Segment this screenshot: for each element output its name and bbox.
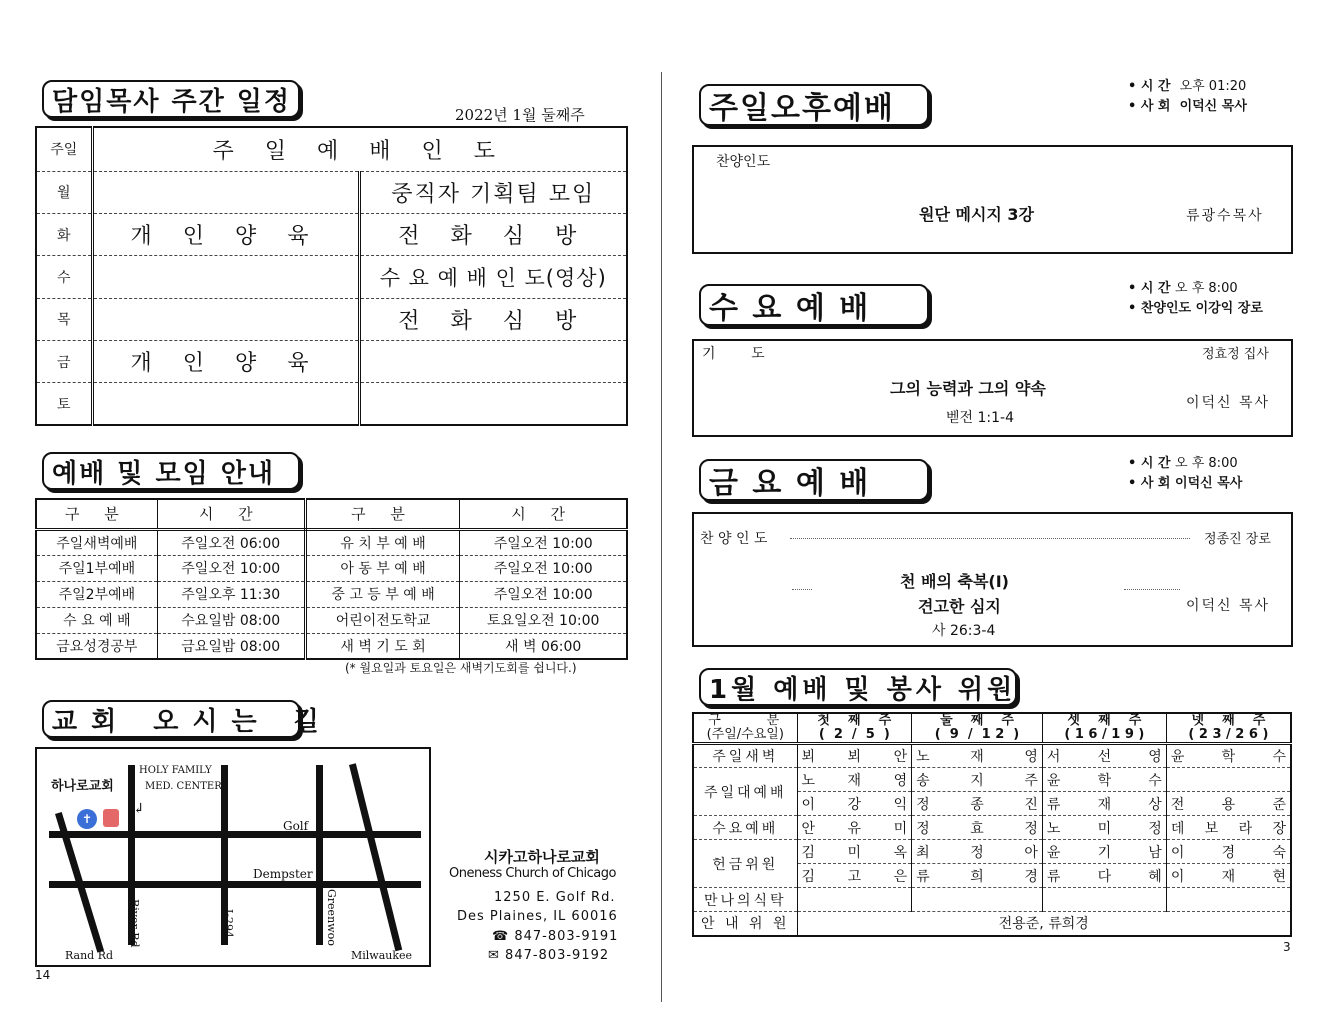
name-char: 뵈 [801,749,816,765]
name-char: 전 [1170,796,1185,813]
dotted-leader [1124,589,1180,590]
row-label: 헌금위원 [693,840,797,888]
column-header: 구 분 [36,499,157,529]
name-char: 유 [847,820,862,837]
lead-label: 찬양인도 [716,154,771,170]
table-cell: 주일오전 10:00 [460,581,627,607]
schedule-cell [359,383,627,425]
table-cell: 주일오전 10:00 [157,555,305,581]
dotted-leader [790,538,1190,539]
table-cell: 주일오후 11:30 [157,581,305,607]
host-value: 이덕신 목사 [1175,476,1243,491]
name-cell [912,816,1043,840]
column-header [693,713,797,744]
day-cell: 토 [36,383,92,425]
friday-box [692,512,1293,647]
schedule-cell: 전 화 심 방 [359,214,627,256]
golf-label: Golf [283,819,309,833]
name-char: 이 [801,796,816,813]
phone-icon: ☎ [492,929,510,944]
wednesday-title: 수 요 예 배 [699,284,929,326]
week-label: 2022년 1월 둘째주 [455,106,585,124]
name-char: 재 [847,772,862,789]
name-char: 정 [916,820,930,837]
table-cell: 주일2부예배 [36,581,157,607]
name-char: 최 [916,844,930,861]
name-char: 노 [1046,820,1061,837]
page-divider [661,72,662,1002]
name-char: 정 [916,796,930,813]
header-sublabel: (주일/수요일) [706,727,784,742]
lead-value: 이강익 장로 [1195,301,1263,316]
church-label: 하나로교회 [51,779,114,794]
table-cell: 중 고 등 부 예 배 [305,581,460,607]
name-char: 익 [893,796,908,813]
scripture: 벧전 1:1-4 [946,410,1014,426]
i294-label: I-294 [222,909,235,939]
column-header: 시 간 [460,499,627,529]
name-char: 보 [1204,820,1219,837]
table-cell: 유 치 부 예 배 [305,529,460,555]
name-char: 경 [1024,868,1038,885]
hospital-label-2: MED. CENTER [145,781,222,792]
name-char: 안 [893,749,908,765]
name-char: 수 [1272,749,1286,765]
header-label: 구 분 [708,713,783,728]
friday-title: 금 요 예 배 [699,459,929,501]
name-char: 아 [1024,844,1038,861]
name-cell [1042,816,1166,840]
preacher: 이덕신 목사 [1186,395,1271,411]
volunteers-table [692,712,1292,937]
name-char: 강 [847,796,862,813]
fax-line [488,948,609,963]
services-note: (* 월요일과 토요일은 새벽기도회를 쉽니다.) [345,661,577,675]
schedule-cell: 수 요 예 배 인 도(영상) [359,256,627,298]
schedule-cell [359,340,627,382]
schedule-cell: 개 인 양 육 [92,340,359,382]
time-label: 시 간 [1140,281,1171,296]
schedule-cell [92,171,359,213]
name-char: 수 [1148,772,1162,789]
name-char: 기 [1097,844,1112,861]
dempster-road [49,881,421,888]
name-char: 장 [1272,820,1286,837]
name-char: 경 [1221,844,1236,861]
name-cell [1166,792,1291,816]
name-cell [797,888,912,912]
name-char: 류 [916,868,930,885]
name-char: 서 [1046,749,1061,765]
services-title: 예배 및 모임 안내 [42,452,300,490]
name-char: 이 [1170,868,1185,885]
name-char: 김 [801,844,816,861]
address-line-2: Des Plaines, IL 60016 [457,909,618,924]
name-cell [1042,864,1166,888]
schedule-cell [92,383,359,425]
name-char: 주 [1024,772,1038,789]
day-cell: 주일 [36,127,92,171]
sermon-title: 원단 메시지 3강 [919,205,1035,224]
table-row [693,840,1291,864]
row-label: 수요예배 [693,816,797,840]
fax-number: 847-803-9192 [505,948,610,963]
name-cell [1042,888,1166,912]
host-label: 사 회 [1140,476,1171,491]
day-cell: 화 [36,214,92,256]
name-char: 미 [847,844,862,861]
table-cell: 주일새벽예배 [36,529,157,555]
name-char: 미 [893,820,908,837]
address-line-1: 1250 E. Golf Rd. [494,890,616,905]
table-row [693,888,1291,912]
week-header: 첫 째 주 ( 2 / 5 ) [797,713,912,744]
dotted-leader [792,589,812,590]
name-cell [1042,768,1166,792]
sermon-title-2: 견고한 심지 [918,597,1001,616]
fax-icon: ✉ [488,948,500,963]
name-cell [797,816,912,840]
week-header: 넷 째 주 ( 2 3 / 2 6 ) [1166,713,1291,744]
schedule-cell [92,298,359,340]
time-label: 시 간 [1140,456,1171,471]
milwaukee-road [349,763,402,951]
name-char: 종 [970,796,984,813]
name-cell [912,744,1043,768]
table-cell: 새 벽 기 도 회 [305,633,460,659]
day-cell: 수 [36,256,92,298]
name-char: 고 [847,868,862,885]
day-cell: 월 [36,171,92,213]
name-char: 윤 [1046,772,1061,789]
name-cell [912,792,1043,816]
name-char: 진 [1024,796,1038,813]
table-cell: 수 요 예 배 [36,607,157,633]
preacher: 이덕신 목사 [1186,598,1271,614]
name-cell [797,840,912,864]
time-value: 오 후 8:00 [1175,281,1238,296]
week-header: 둘 째 주 ( 9 / 1 2 ) [912,713,1043,744]
name-char: 영 [893,772,908,789]
greenwood-label: Greenwoo [325,889,338,946]
name-char: 영 [1148,749,1162,765]
schedule-cell: 중직자 기획팀 모임 [359,171,627,213]
wednesday-box [692,339,1293,437]
name-cell [1166,744,1291,768]
name-cell [1166,816,1291,840]
weekly-schedule-table [35,126,628,426]
directions-title: 교회 오시는 길 [42,700,300,738]
dempster-label: Dempster [253,867,313,881]
hospital-marker-icon [103,809,119,827]
name-char: 라 [1238,820,1253,837]
row-label: 주일대예배 [693,768,797,816]
time-label: 시 간 [1140,79,1171,94]
page-number-right: 3 [1283,940,1291,954]
sunday-pm-box [692,145,1293,254]
name-char: 정 [1148,820,1162,837]
time-value: 오 후 8:00 [1175,456,1238,471]
name-char: 노 [801,772,816,789]
schedule-cell: 개 인 양 육 [92,214,359,256]
host-label: 사 회 [1140,99,1171,114]
church-name-kr: 시카고하나로교회 [484,848,600,866]
friday-info: • 시 간 오 후 8:00 • 사 회 이덕신 목사 [1128,456,1243,491]
name-char: 노 [916,749,930,765]
week-header: 셋 째 주 ( 1 6 / 1 9 ) [1042,713,1166,744]
name-char: 현 [1272,868,1286,885]
column-header: 구 분 [305,499,460,529]
name-char: 용 [1221,796,1236,813]
name-char: 이 [1170,844,1185,861]
name-char: 윤 [1170,749,1185,765]
name-char: 미 [1097,820,1112,837]
name-cell [797,792,912,816]
name-char: 데 [1170,820,1185,837]
volunteers-body [693,744,1291,912]
name-cell [1166,888,1291,912]
host-value: 이덕신 목사 [1179,99,1247,114]
table-cell: 금요일밤 08:00 [157,633,305,659]
name-char: 희 [970,868,984,885]
sunday-pm-title: 주일오후예배 [699,84,929,126]
church-marker-icon: ✝ [77,809,97,829]
name-cell [912,768,1043,792]
table-row [693,744,1291,768]
name-char: 재 [970,749,984,765]
name-char: 선 [1097,749,1112,765]
day-cell: 금 [36,340,92,382]
name-cell [1166,840,1291,864]
name-char: 학 [1221,749,1236,765]
hospital-label: HOLY FAMILY [139,765,212,776]
greenwood-road [316,765,323,945]
name-char: 준 [1272,796,1286,813]
name-char: 혜 [1148,868,1162,885]
scripture: 사 26:3-4 [932,623,996,639]
volunteers-title: 1월 예배 및 봉사 위원 [699,668,1017,706]
name-char: 효 [970,820,984,837]
river-label: River Rd [128,899,141,948]
day-cell: 목 [36,298,92,340]
name-cell [1166,768,1291,792]
prayer-label: 기 도 [702,346,765,362]
lead-label: 찬 양 인 도 [700,531,768,547]
schedule-cell: 주 일 예 배 인 도 [92,127,627,171]
name-char: 학 [1097,772,1112,789]
schedule-cell [92,256,359,298]
services-table [35,498,628,660]
wednesday-info: • 시 간 오 후 8:00 • 찬양인도 이강익 장로 [1128,281,1263,316]
name-cell [797,744,912,768]
phone-line [492,929,618,944]
name-char: 재 [1097,796,1112,813]
name-cell [1042,840,1166,864]
name-char: 안 [801,820,816,837]
lead-label: 찬양인도 [1140,301,1192,316]
name-char: 지 [970,772,984,789]
name-cell [912,840,1043,864]
table-cell: 주일오전 10:00 [460,529,627,555]
table-cell: 주일오전 06:00 [157,529,305,555]
name-char: 윤 [1046,844,1061,861]
lead-name: 정종진 장로 [1204,532,1271,547]
arrow-icon: ↲ [133,801,145,817]
weekly-schedule-title: 담임목사 주간 일정 [42,80,300,118]
name-cell [1042,792,1166,816]
name-cell [797,768,912,792]
table-cell: 새 벽 06:00 [505,638,582,655]
row-label: 만나의식탁 [693,888,797,912]
name-char: 다 [1097,868,1112,885]
milwaukee-label: Milwaukee [351,949,413,962]
sermon-title-1: 천 배의 축복(I) [900,572,1009,591]
preacher: 류광수목사 [1186,208,1264,224]
name-cell [1042,744,1166,768]
usher-label: 안 내 위 원 [693,912,797,936]
name-char: 옥 [893,844,908,861]
prayer-name: 정효정 집사 [1202,347,1269,362]
name-char: 남 [1148,844,1162,861]
time-value: 오후 01:20 [1179,79,1247,94]
table-row [693,768,1291,792]
church-map [35,747,431,967]
name-char: 숙 [1272,844,1286,861]
name-char: 류 [1046,796,1061,813]
table-cell: 토요일오전 10:00 [460,607,627,633]
name-char: 은 [893,868,908,885]
table-cell: 어린이전도학교 [305,607,460,633]
name-cell [1166,864,1291,888]
name-char: 뵈 [847,749,862,765]
name-cell [797,864,912,888]
sermon-title: 그의 능력과 그의 약속 [890,379,1046,398]
name-char: 정 [970,844,984,861]
name-char: 재 [1221,868,1236,885]
name-char: 류 [1046,868,1061,885]
table-row [693,816,1291,840]
name-char: 영 [1024,749,1038,765]
table-cell: 주일1부예배 [36,555,157,581]
page-number-left: 14 [35,968,51,982]
name-char: 정 [1024,820,1038,837]
table-cell: 금요성경공부 [36,633,157,659]
phone-number: 847-803-9191 [514,929,619,944]
schedule-cell: 전 화 심 방 [359,298,627,340]
name-cell [912,864,1043,888]
sunday-pm-info: • 시 간 오후 01:20 • 사 회 이덕신 목사 [1128,79,1247,114]
row-label: 주일새벽 [693,744,797,768]
column-header: 시 간 [157,499,305,529]
name-char: 김 [801,868,816,885]
name-char: 상 [1148,796,1162,813]
church-name-en: Oneness Church of Chicago [449,866,616,881]
usher-names: 전용준, 류희경 [998,916,1089,933]
table-cell: 주일오전 10:00 [460,555,627,581]
name-char: 송 [916,772,930,789]
table-cell: 아 동 부 예 배 [305,555,460,581]
table-cell: 수요일밤 08:00 [157,607,305,633]
rand-label: Rand Rd [65,949,114,962]
name-cell [912,888,1043,912]
